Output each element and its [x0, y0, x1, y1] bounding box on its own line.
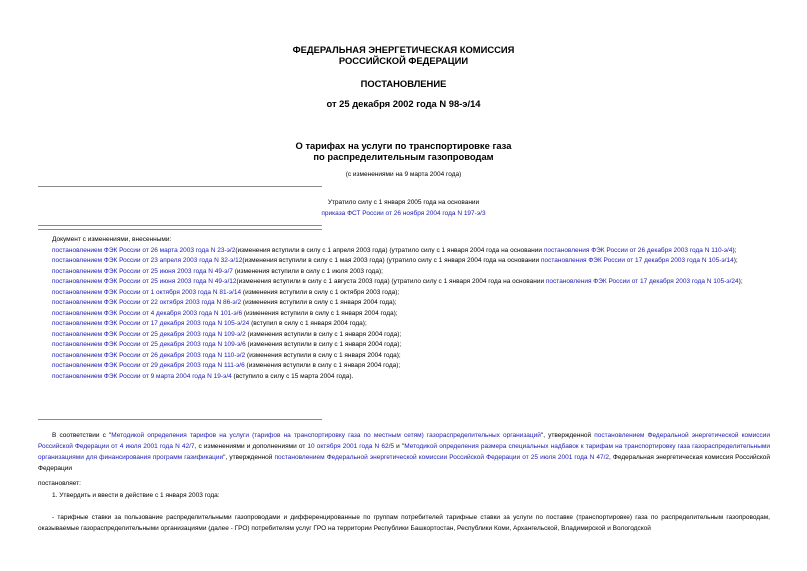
doc-title-line1: О тарифах на услуги по транспортировке газа: [295, 140, 512, 151]
change-item: постановлением ФЭК России от 23 апреля 2003 года N 32-э/12(изменения вступили в силу с 1 мая 2003 года) (утратило силу с 1 января 2004 года на основании постановления ФЭК России от 17 декабря 2003 года N 105-э/14);: [52, 257, 738, 264]
change-item: постановлением ФЭК России от 25 декабря 2003 года N 109-э/2 (изменения вступили в силу с 1 января 2004 года);: [52, 330, 402, 338]
item-1-text: - тарифные ставки за пользование распределительными газопроводами и дифференцированные по группам потребителей тарифные ставки за услуги по поставке (транспортировке) газа по распределительным газопроводам, оказываемые газораспределительными организациями (далее - ГРО) потребителям услуг ГРО на территории Республики Башкортостан, Республики Коми, Архангельской, Владимирской и Вологодской: [38, 514, 770, 532]
org-name-line2: РОССИЙСКОЙ ФЕДЕРАЦИИ: [338, 55, 469, 66]
methodology-link[interactable]: Методикой определения тарифов на услуги (тарифов на транспортировку газа по местным сетям) газораспределительных организаций: [111, 432, 541, 439]
surcharge-methodology-link[interactable]: Методикой определения размера специальных надбавок к тарифам на транспортировку газа газораспределительными организациями для финансирования программ газификации: [38, 443, 770, 461]
changes-list: [38, 235, 770, 382]
change-link[interactable]: постановлением ФЭК России от 29 декабря 2003 года N 111-э/6: [52, 362, 245, 369]
change-item: постановлением ФЭК России от 26 марта 2003 года N 23-э/2(изменения вступили в силу с 1 апреля 2003 года) (утратило силу с 1 января 2004 года на основании постановления ФЭК России от 26 декабря 2003 года N 110-э/4);: [52, 246, 737, 254]
change-link[interactable]: постановлением ФЭК России от 25 июня 2003 года N 49-э/7: [52, 267, 233, 275]
decree-word: постановляет:: [38, 480, 81, 487]
change-item: постановлением ФЭК России от 26 декабря 2003 года N 110-э/2 (изменения вступили в силу с 1 января 2004 года);: [52, 351, 401, 359]
change-link-repeal[interactable]: постановления ФЭК России от 17 декабря 2003 года N 105-э/14: [540, 257, 734, 264]
preamble-paragraph: В соответствии с "Методикой определения тарифов на услуги (тарифов на транспортировку газа по местным сетям) газораспределительных организаций", утвержденной постановлением Федеральной энергетической комиссии Российской Федерации от 4 июля 2001 года N 42/7, с изменениями и дополнениями от 10 октября 2001 года N 62/5 и "Методикой определения размера специальных надбавок к тарифам на транспортировку газа газораспределительными организациями для финансирования программ газификации", утвержденной постановлением Федеральной энергетической комиссии Российской Федерации от 25 июля 2001 года N 47/2, Федеральная энергетическая комиссия Российской Федерации: [38, 432, 771, 472]
lost-force-link[interactable]: приказа ФСТ России от 26 ноября 2004 года N 197-э/3: [321, 210, 486, 217]
change-item: постановлением ФЭК России от 1 октября 2003 года N 81-э/14 (изменения вступили в силу с 1 октября 2003 года);: [52, 288, 400, 296]
change-link[interactable]: постановлением ФЭК России от 17 декабря 2003 года N 105-э/24: [52, 320, 250, 327]
amendment-link[interactable]: 10 октября 2001 года N 62/5: [307, 443, 395, 450]
change-link[interactable]: постановлением ФЭК России от 22 октября 2003 года N 86-э/2: [52, 299, 242, 306]
divider-4: [38, 419, 322, 420]
divider-3: [38, 229, 322, 230]
amended-note: (с изменениями на 9 марта 2004 года): [345, 171, 462, 178]
doc-date: от 25 декабря 2002 года N 98-э/14: [326, 98, 481, 109]
change-link-repeal[interactable]: постановления ФЭК России от 26 декабря 2003 года N 110-э/4: [543, 246, 733, 254]
change-link[interactable]: постановлением ФЭК России от 25 декабря 2003 года N 109-э/2: [52, 330, 246, 338]
change-item: постановлением ФЭК России от 29 декабря 2003 года N 111-э/6 (изменения вступили в силу с 1 января 2004 года);: [52, 362, 401, 369]
change-link[interactable]: постановлением ФЭК России от 25 июня 2003 года N 49-э/12: [52, 278, 237, 285]
fek-resolution-link[interactable]: постановлением Федеральной энергетической комиссии Российской Федерации от 4 июля 2001 года N 42/7: [38, 432, 771, 450]
change-link[interactable]: постановлением ФЭК России от 23 апреля 2003 года N 32-э/12: [52, 257, 243, 264]
divider-1: [38, 186, 322, 187]
item-1-heading: 1. Утвердить и ввести в действие с 1 января 2003 года:: [52, 492, 220, 499]
change-link[interactable]: постановлением ФЭК России от 26 марта 2003 года N 23-э/2: [52, 246, 236, 254]
fek-resolution-2-link[interactable]: постановлением Федеральной энергетической комиссии Российской Федерации от 25 июля 2001 года N 47/2: [274, 454, 610, 461]
change-link[interactable]: постановлением ФЭК России от 9 марта 2004 года N 19-э/4: [52, 372, 232, 380]
change-item: постановлением ФЭК России от 17 декабря 2003 года N 105-э/24 (вступил в силу с 1 января 2004 года);: [52, 320, 367, 327]
change-item: постановлением ФЭК России от 25 июня 2003 года N 49-э/7 (изменения вступили в силу с 1 июля 2003 года);: [52, 267, 383, 275]
doc-type: ПОСТАНОВЛЕНИЕ: [360, 78, 447, 89]
doc-title-line2: по распределительным газопроводам: [313, 151, 494, 162]
org-name-line1: ФЕДЕРАЛЬНАЯ ЭНЕРГЕТИЧЕСКАЯ КОМИССИЯ: [292, 44, 515, 55]
change-link[interactable]: постановлением ФЭК России от 26 декабря 2003 года N 110-э/2: [52, 351, 246, 359]
change-item: постановлением ФЭК России от 22 октября 2003 года N 86-э/2 (изменения вступили в силу с 1 января 2004 года);: [52, 299, 397, 306]
change-item: постановлением ФЭК России от 4 декабря 2003 года N 101-э/6 (изменения вступили в силу с 1 января 2004 года);: [52, 309, 398, 317]
change-item: постановлением ФЭК России от 25 декабря 2003 года N 109-э/6 (изменения вступили в силу с 1 января 2004 года);: [52, 341, 402, 348]
change-item: постановлением ФЭК России от 25 июня 2003 года N 49-э/12(изменения вступили в силу с 1 августа 2003 года) (утратило силу с 1 января 2004 года на основании постановления ФЭК России от 17 декабря 2003 года N 105-э/24);: [52, 278, 743, 285]
change-link[interactable]: постановлением ФЭК России от 1 октября 2003 года N 81-э/14: [52, 288, 242, 296]
divider-2: [38, 225, 322, 226]
change-link[interactable]: постановлением ФЭК России от 25 декабря 2003 года N 109-э/6: [52, 341, 246, 348]
lost-force-link-line: [0, 210, 807, 218]
change-item: постановлением ФЭК России от 9 марта 2004 года N 19-э/4 (вступило в силу с 15 марта 2004 года).: [52, 372, 354, 380]
change-link[interactable]: постановлением ФЭК России от 4 декабря 2003 года N 101-э/6: [52, 309, 243, 317]
change-link-repeal[interactable]: постановления ФЭК России от 17 декабря 2003 года N 105-э/24: [545, 278, 739, 285]
lost-force-text: Утратило силу с 1 января 2005 года на основании: [327, 199, 480, 206]
changes-intro: Документ с изменениями, внесенными:: [52, 236, 172, 243]
